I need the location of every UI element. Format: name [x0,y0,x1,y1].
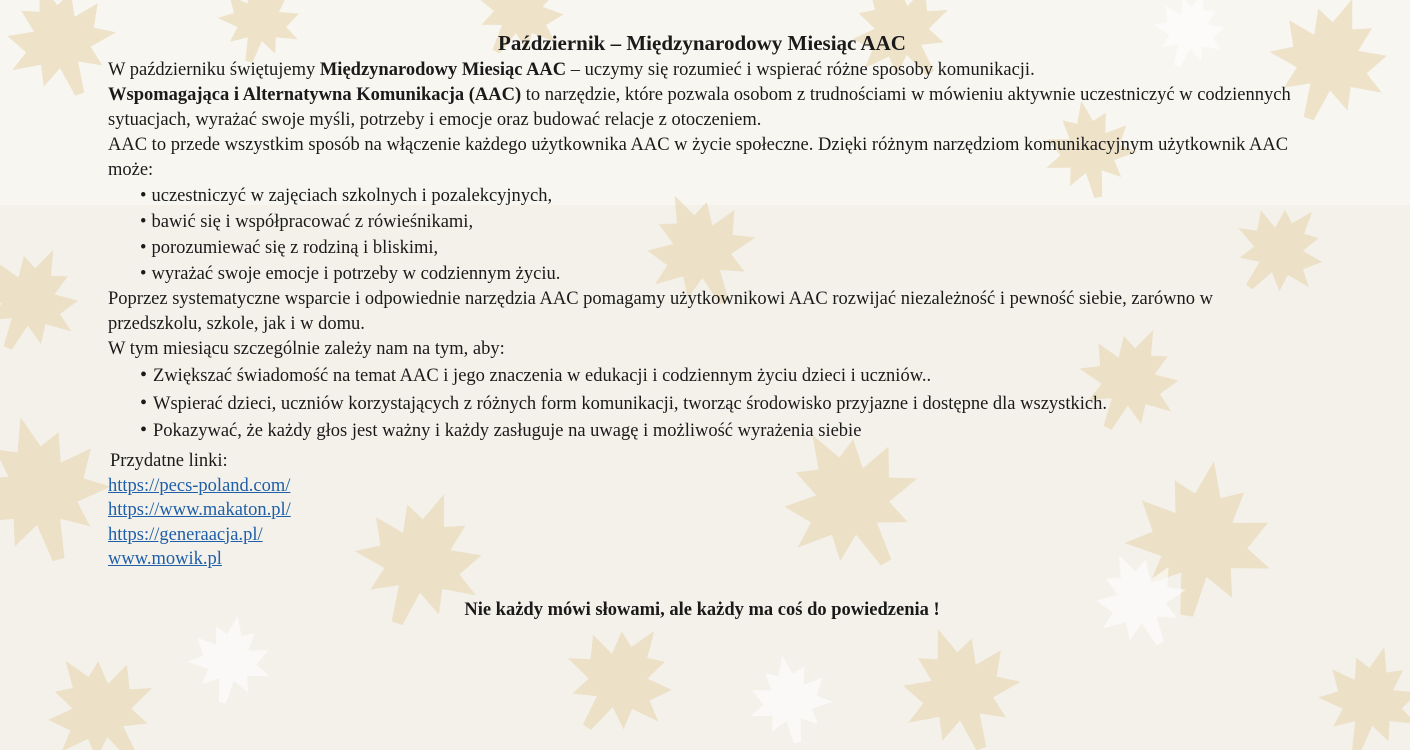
bullet-icon: • [140,186,147,206]
links-label: Przydatne linki: [110,450,228,471]
goals-intro: W tym miesiącu szczególnie zależy nam na tym, aby: [108,339,505,359]
list-item-text: wyrażać swoje emocje i potrzeby w codziennym życiu. [151,264,561,284]
intro-text-end: – uczymy się rozumieć i wspierać różne sposoby komunikacji. [566,60,1035,80]
bullet-icon: • [140,364,148,386]
list-item-text: uczestniczyć w zajęciach szkolnych i pozalekcyjnych, [151,186,553,206]
intro-highlight: Międzynarodowy Miesiąc AAC [319,60,567,80]
bullet-icon: • [140,419,148,441]
inclusion-paragraph: AAC to przede wszystkim sposób na włączenie każdego użytkownika AAC w życie społeczne. Dzięki różnym narzędziom komunikacyjnym użytkownik AAC może: [108,135,1289,180]
list-item-text: Pokazywać, że każdy głos jest ważny i każdy zasługuje na uwagę i możliwość wyrażenia siebie [153,421,862,441]
bullet-icon: • [140,238,147,258]
abilities-list [108,183,1308,287]
link-pecs-poland[interactable]: https://pecs-poland.com/ [108,475,291,496]
list-item [108,209,1308,235]
link-makaton[interactable]: https://www.makaton.pl/ [108,500,291,520]
intro-text-start: W październiku świętujemy [108,60,320,80]
aac-definition-term: Wspomagająca i Alternatywna Komunikacja (AAC) [108,85,522,105]
list-item [108,261,1308,287]
list-item-text: Wspierać dzieci, uczniów korzystających z różnych form komunikacji, tworząc środowisko przyjazne i dostępne dla wszystkich. [153,393,1107,414]
list-item [108,362,1308,390]
link-generaacja[interactable]: https://generaacja.pl/ [108,524,263,545]
article [108,28,1308,623]
bullet-icon: • [140,212,147,232]
bullet-icon: • [140,391,148,414]
list-item [108,417,1308,445]
aac-definition-text: to narzędzie, które pozwala osobom z trudnościami w mówieniu aktywnie uczestniczyć w codziennych sytuacjach, wyrażać swoje myśli, potrzeby i emocje oraz budować relacje z otoczeniem. [108,85,1291,130]
definition-paragraph [108,83,1308,133]
list-item [108,183,1308,209]
list-item-text: Zwiększać świadomość na temat AAC i jego znaczenia w edukacji i codziennym życiu dzieci i uczniów.. [153,366,932,386]
goals-list [108,362,1308,445]
link-mowik[interactable]: www.mowik.pl [108,549,222,569]
list-item-text: porozumiewać się z rodziną i bliskimi, [151,238,439,258]
page-title: Październik – Międzynarodowy Miesiąc AAC [498,31,906,55]
list-item [108,235,1308,261]
links-list [108,474,1308,572]
list-item [108,390,1308,418]
bullet-icon: • [140,264,147,284]
motto: Nie każdy mówi słowami, ale każdy ma coś do powiedzenia ! [464,599,940,620]
list-item-text: bawić się i współpracować z rówieśnikami, [151,212,474,232]
support-paragraph: Poprzez systematyczne wsparcie i odpowiednie narzędzia AAC pomagamy użytkownikowi AAC rozwijać niezależność i pewność siebie, zarówno w przedszkolu, szkole, jak i w domu. [108,289,1214,334]
intro-paragraph [108,58,1308,83]
